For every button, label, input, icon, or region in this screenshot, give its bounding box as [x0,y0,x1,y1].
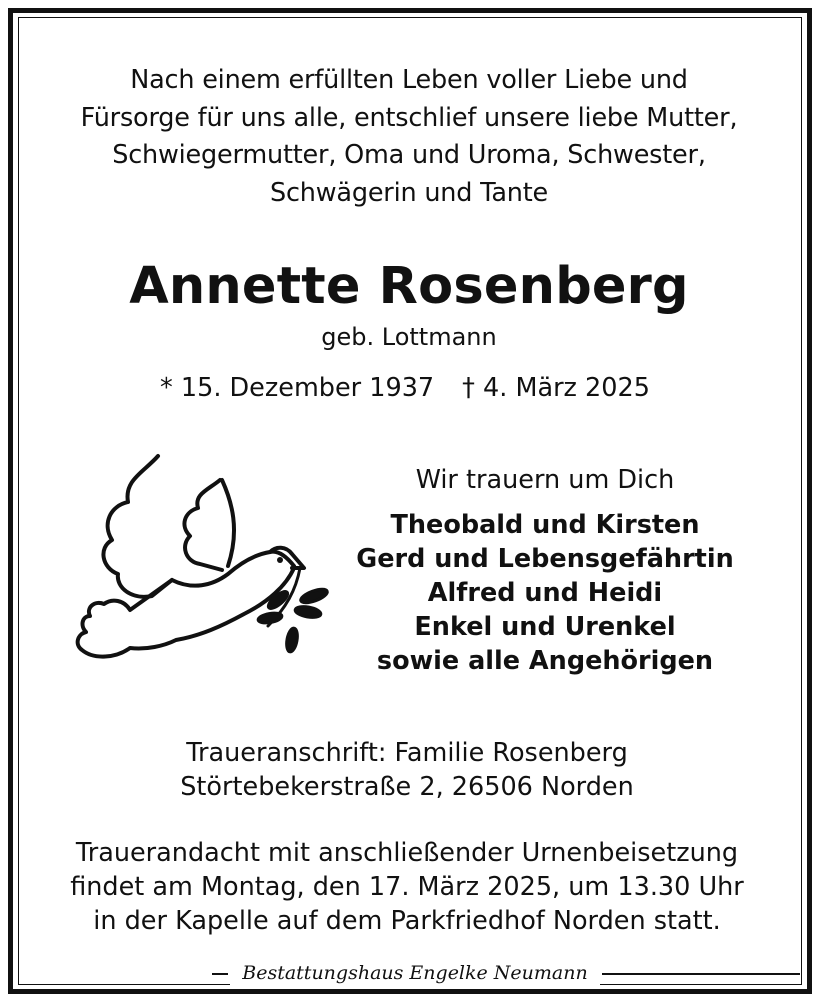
mourner-name: Gerd und Lebensgefährtin [356,544,734,574]
address-line: Traueranschrift: Familie Rosenberg [186,738,628,768]
dove-eye [277,557,283,563]
dove-with-olive-branch-icon [72,450,332,665]
death-date: † 4. März 2025 [462,373,650,403]
footer [18,958,802,988]
funeral-home-name: Bestattungshaus Engelke Neumann [230,960,600,986]
life-dates [0,370,814,406]
service-line: findet am Montag, den 17. März 2025, um 13.30 Uhr [70,872,744,902]
birth-date: * 15. Dezember 1937 [160,373,435,403]
mourner-names [340,508,750,678]
mourning-lead: Wir trauern um Dich [415,465,675,495]
mourner-name: Theobald und Kirsten [390,510,700,540]
mourner-name: sowie alle Angehörigen [376,646,714,676]
mourner-name: Enkel und Urenkel [414,612,676,642]
deceased-name: Annette Rosenberg [129,257,689,316]
intro-line: Nach einem erfüllten Leben voller Liebe und [130,65,688,95]
service-line: Trauerandacht mit anschließender Urnenbeisetzung [75,838,739,868]
mourning-address [0,736,816,804]
service-line: in der Kapelle auf dem Parkfriedhof Norden statt. [93,906,721,936]
intro-line: Fürsorge für uns alle, entschlief unsere liebe Mutter, [80,102,738,133]
mourners-block [340,462,750,678]
intro-line: Schwiegermutter, Oma und Uroma, Schwester, [112,140,706,170]
birth-name: geb. Lottmann [321,323,497,351]
intro-line: Schwägerin und Tante [269,177,548,208]
address-line: Störtebekerstraße 2, 26506 Norden [180,772,634,802]
footer-rule-right [602,973,800,975]
mourner-name: Alfred und Heidi [427,578,663,608]
service-details [0,836,816,938]
footer-rule-left [212,973,228,975]
intro-text [0,62,818,212]
